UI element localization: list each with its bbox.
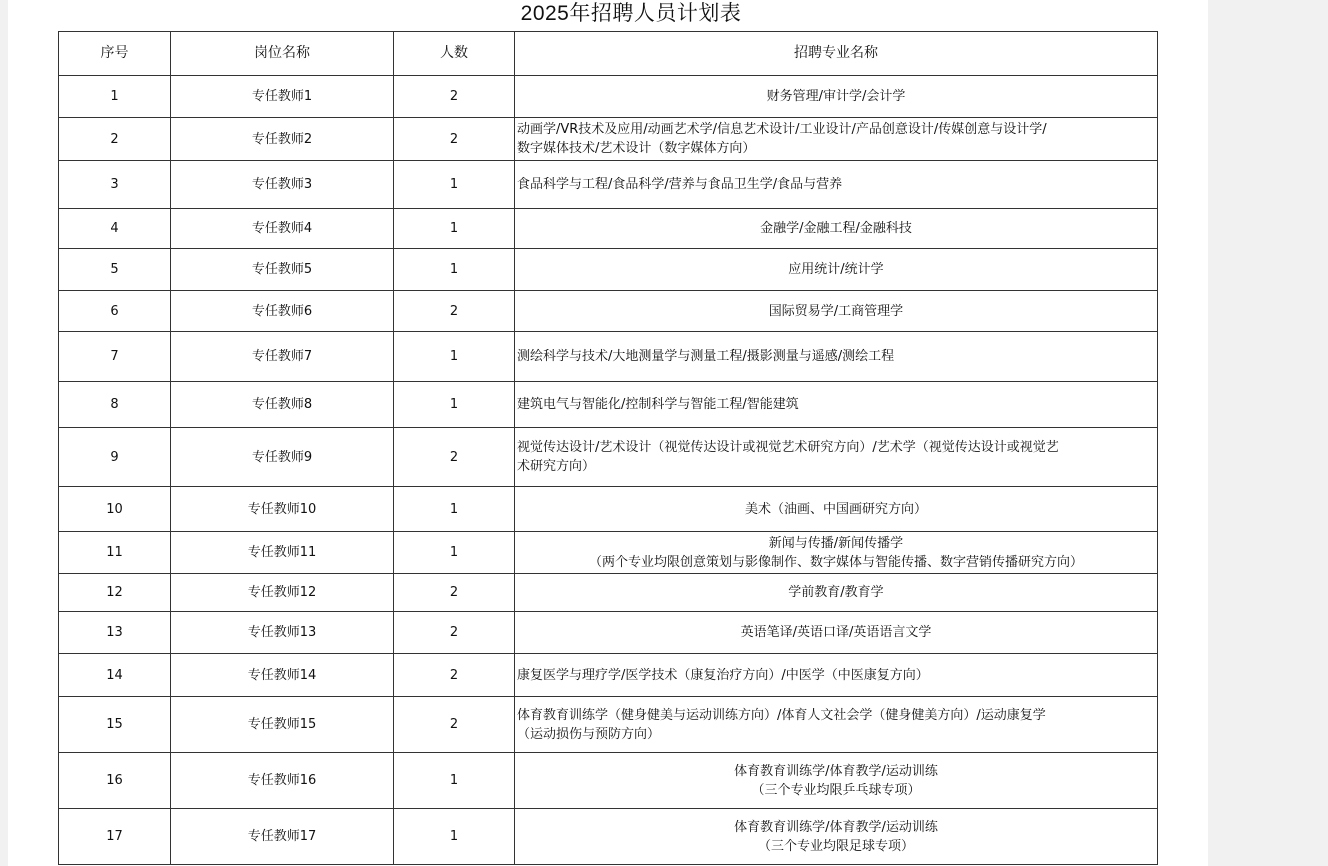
row-majors — [515, 697, 1158, 753]
row-position: 专任教师17 — [171, 809, 394, 865]
row-majors — [515, 291, 1158, 332]
row-majors-line: 数字媒体技术/艺术设计（数字媒体方向） — [517, 141, 756, 156]
row-count: 1 — [394, 332, 515, 382]
row-majors-line: 食品科学与工程/食品科学/营养与食品卫生学/食品与营养 — [517, 177, 843, 192]
document-page — [8, 0, 1208, 866]
row-position: 专任教师7 — [171, 332, 394, 382]
row-position: 专任教师14 — [171, 654, 394, 697]
table-row — [59, 249, 1158, 291]
row-position: 专任教师2 — [171, 118, 394, 161]
table-row — [59, 654, 1158, 697]
row-index: 1 — [59, 76, 171, 118]
row-index: 16 — [59, 753, 171, 809]
row-count: 2 — [394, 654, 515, 697]
row-majors — [515, 428, 1158, 487]
row-majors — [515, 574, 1158, 612]
row-count: 2 — [394, 574, 515, 612]
row-count: 2 — [394, 428, 515, 487]
row-index: 6 — [59, 291, 171, 332]
table-row — [59, 753, 1158, 809]
row-majors-line: 新闻与传播/新闻传播学 — [768, 535, 904, 551]
row-count: 1 — [394, 249, 515, 291]
row-majors — [515, 809, 1158, 865]
row-position: 专任教师15 — [171, 697, 394, 753]
row-count: 1 — [394, 161, 515, 209]
row-majors-line: 英语笔译/英语口译/英语语言文学 — [740, 625, 932, 640]
row-majors-line: 视觉传达设计/艺术设计（视觉传达设计或视觉艺术研究方向）/艺术学（视觉传达设计或视觉艺 — [517, 440, 1059, 455]
table-row — [59, 574, 1158, 612]
table-row — [59, 76, 1158, 118]
table-row — [59, 382, 1158, 428]
row-index: 8 — [59, 382, 171, 428]
table-row — [59, 612, 1158, 654]
row-majors — [515, 532, 1158, 574]
row-majors — [515, 487, 1158, 532]
row-position: 专任教师11 — [171, 532, 394, 574]
table-row — [59, 428, 1158, 487]
row-index: 17 — [59, 809, 171, 865]
table-row — [59, 809, 1158, 865]
row-index: 11 — [59, 532, 171, 574]
row-position: 专任教师16 — [171, 753, 394, 809]
header-index: 序号 — [59, 32, 171, 76]
row-position: 专任教师4 — [171, 209, 394, 249]
row-index: 2 — [59, 118, 171, 161]
row-majors-line: 测绘科学与技术/大地测量学与测量工程/摄影测量与遥感/测绘工程 — [517, 349, 895, 364]
row-majors-line: 动画学/VR技术及应用/动画艺术学/信息艺术设计/工业设计/产品创意设计/传媒创意与设计学/ — [517, 122, 1047, 137]
row-majors-line: 体育教育训练学/体育教学/运动训练 — [734, 763, 938, 779]
row-index: 10 — [59, 487, 171, 532]
row-majors-line: 金融学/金融工程/金融科技 — [760, 221, 912, 236]
row-index: 4 — [59, 209, 171, 249]
row-index: 5 — [59, 249, 171, 291]
recruitment-table — [58, 31, 1158, 865]
row-majors-line: 康复医学与理疗学/医学技术（康复治疗方向）/中医学（中医康复方向） — [517, 667, 929, 683]
row-majors — [515, 118, 1158, 161]
row-majors — [515, 161, 1158, 209]
table-row — [59, 209, 1158, 249]
row-position: 专任教师5 — [171, 249, 394, 291]
row-count: 2 — [394, 118, 515, 161]
page-title: 2025年招聘人员计划表 — [520, 2, 742, 25]
table-row — [59, 697, 1158, 753]
row-count: 1 — [394, 209, 515, 249]
header-position: 岗位名称 — [171, 32, 394, 76]
row-majors — [515, 76, 1158, 118]
row-majors — [515, 249, 1158, 291]
row-count: 2 — [394, 76, 515, 118]
row-position: 专任教师13 — [171, 612, 394, 654]
table-row — [59, 118, 1158, 161]
row-count: 1 — [394, 753, 515, 809]
row-index: 13 — [59, 612, 171, 654]
row-index: 3 — [59, 161, 171, 209]
header-count: 人数 — [394, 32, 515, 76]
row-majors — [515, 654, 1158, 697]
row-index: 15 — [59, 697, 171, 753]
row-majors-line: 财务管理/审计学/会计学 — [766, 89, 906, 104]
row-count: 2 — [394, 697, 515, 753]
row-count: 1 — [394, 487, 515, 532]
row-majors-line: 学前教育/教育学 — [788, 585, 884, 600]
row-count: 1 — [394, 809, 515, 865]
table-row — [59, 291, 1158, 332]
row-count: 2 — [394, 612, 515, 654]
header-majors: 招聘专业名称 — [515, 32, 1158, 76]
row-position: 专任教师9 — [171, 428, 394, 487]
row-majors — [515, 209, 1158, 249]
table-header-row — [59, 32, 1158, 76]
row-majors-line: 体育教育训练学/体育教学/运动训练 — [734, 819, 938, 835]
row-position: 专任教师12 — [171, 574, 394, 612]
row-position: 专任教师10 — [171, 487, 394, 532]
table-row — [59, 532, 1158, 574]
row-majors-line: （运动损伤与预防方向） — [517, 726, 661, 742]
row-count: 1 — [394, 382, 515, 428]
row-position: 专任教师6 — [171, 291, 394, 332]
row-position: 专任教师3 — [171, 161, 394, 209]
row-majors — [515, 332, 1158, 382]
row-majors-line: 国际贸易学/工商管理学 — [768, 303, 904, 319]
row-majors — [515, 382, 1158, 428]
row-majors-line: 美术（油画、中国画研究方向） — [744, 501, 927, 517]
row-majors-line: （三个专业均限足球专项） — [757, 838, 914, 854]
row-majors-line: 应用统计/统计学 — [788, 262, 884, 277]
row-majors-line: （两个专业均限创意策划与影像制作、数字媒体与智能传播、数字营销传播研究方向） — [588, 554, 1083, 570]
row-index: 9 — [59, 428, 171, 487]
table-row — [59, 332, 1158, 382]
row-majors-line: 术研究方向） — [517, 459, 596, 474]
row-count: 2 — [394, 291, 515, 332]
table-row — [59, 161, 1158, 209]
row-index: 7 — [59, 332, 171, 382]
row-majors — [515, 612, 1158, 654]
row-majors-line: （三个专业均限乒乓球专项） — [751, 782, 921, 798]
row-majors-line: 体育教育训练学（健身健美与运动训练方向）/体育人文社会学（健身健美方向）/运动康复学 — [517, 707, 1046, 723]
row-count: 1 — [394, 532, 515, 574]
row-majors-line: 建筑电气与智能化/控制科学与智能工程/智能建筑 — [517, 397, 799, 412]
table-row — [59, 487, 1158, 532]
table-body — [59, 76, 1158, 865]
row-majors — [515, 753, 1158, 809]
row-position: 专任教师8 — [171, 382, 394, 428]
row-position: 专任教师1 — [171, 76, 394, 118]
row-index: 12 — [59, 574, 171, 612]
row-index: 14 — [59, 654, 171, 697]
